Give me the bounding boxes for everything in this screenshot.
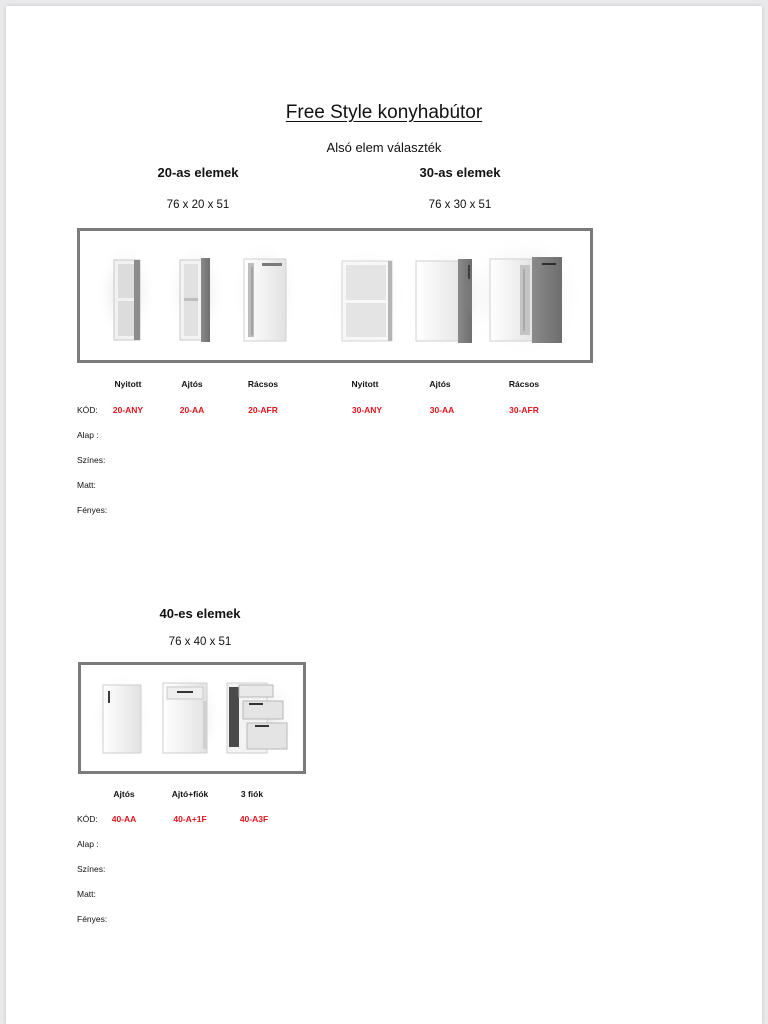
- row-label-alap: Alap :: [77, 430, 99, 440]
- group-dims-40: 76 x 40 x 51: [168, 636, 232, 648]
- code-20-aa: 20-AA: [179, 405, 205, 415]
- code-20-afr: 20-AFR: [248, 405, 278, 415]
- code-20-any: 20-ANY: [112, 405, 144, 415]
- cabinet-30-afr: [465, 233, 585, 357]
- code-40-a3f: 40-A3F: [239, 814, 269, 824]
- cabinet-illustrations-40: [81, 665, 303, 771]
- cabinet-20-aa: [166, 241, 226, 345]
- row-label-fenyes: Fényes:: [77, 505, 108, 515]
- group-dims-20: 76 x 20 x 51: [166, 199, 230, 211]
- label-30-aa: Ajtós: [429, 379, 451, 389]
- cabinet-40-a3f: [219, 669, 299, 765]
- code-40-a1f: 40-A+1F: [173, 814, 207, 824]
- group-title-20: 20-as elemek: [157, 165, 239, 180]
- label-40-a3f: 3 fiók: [240, 789, 264, 799]
- row-label-kod-40: KÓD:: [77, 814, 98, 824]
- label-30-any: Nyitott: [351, 379, 379, 389]
- document-title: Free Style konyhabútor: [285, 102, 483, 123]
- label-30-afr: Rácsos: [508, 379, 540, 389]
- row-label-matt-40: Matt:: [77, 889, 96, 899]
- label-40-aa: Ajtós: [113, 789, 135, 799]
- row-label-szines-40: Színes:: [77, 864, 106, 874]
- product-image-frame-40: [78, 662, 306, 774]
- label-40-a1f: Ajtó+fiók: [171, 789, 209, 799]
- code-30-any: 30-ANY: [351, 405, 383, 415]
- cabinet-40-aa: [91, 671, 151, 763]
- label-20-afr: Rácsos: [247, 379, 279, 389]
- row-label-kod: KÓD:: [77, 405, 98, 415]
- code-40-aa: 40-AA: [111, 814, 137, 824]
- code-30-aa: 30-AA: [429, 405, 455, 415]
- row-label-fenyes-40: Fényes:: [77, 914, 108, 924]
- group-title-30: 30-as elemek: [419, 165, 501, 180]
- row-label-alap-40: Alap :: [77, 839, 99, 849]
- cabinet-30-any: [327, 245, 407, 349]
- cabinet-40-a1f: [155, 671, 223, 763]
- cabinet-20-afr: [232, 239, 300, 347]
- row-label-matt: Matt:: [77, 480, 96, 490]
- code-30-afr: 30-AFR: [509, 405, 539, 415]
- document-page: [6, 6, 762, 1024]
- label-20-aa: Ajtós: [181, 379, 203, 389]
- label-20-any: Nyitott: [114, 379, 142, 389]
- cabinet-20-any: [96, 241, 156, 345]
- product-image-frame-20-30: [77, 228, 593, 363]
- cabinet-illustrations-20-30: [80, 231, 590, 360]
- group-title-40: 40-es elemek: [159, 606, 241, 621]
- row-label-szines: Színes:: [77, 455, 106, 465]
- document-subtitle: Alsó elem választék: [326, 140, 442, 155]
- group-dims-30: 76 x 30 x 51: [428, 199, 492, 211]
